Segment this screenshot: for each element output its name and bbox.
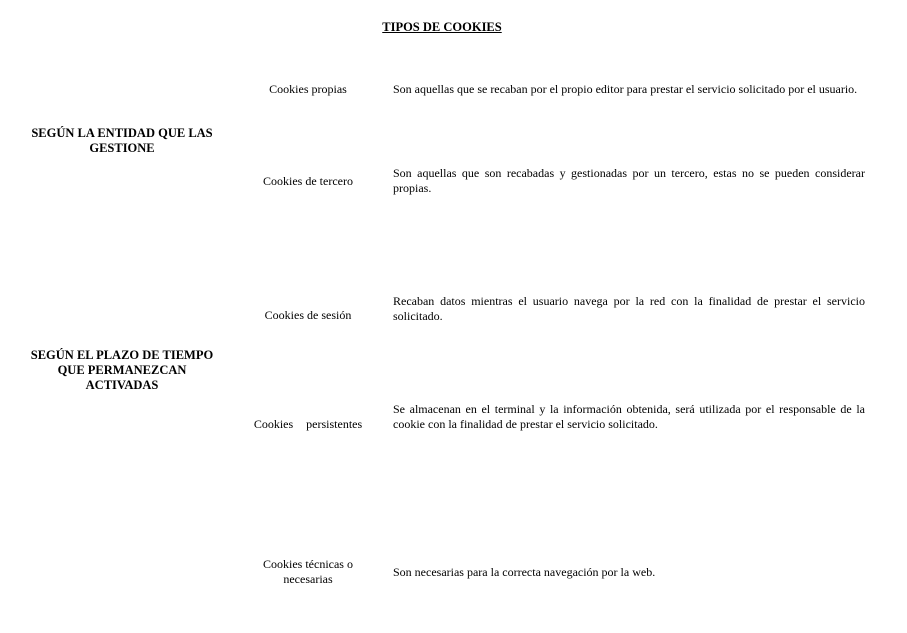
cookie-desc-persistent: Se almacenan en el terminal y la información obtenida, será utilizada por el responsable de la cookie con la finalidad de prestar el servicio solicitado. [393, 402, 865, 431]
page-title: TIPOS DE COOKIES [382, 20, 502, 34]
cookie-desc-technical: Son necesarias para la correcta navegación por la web. [393, 565, 656, 579]
cookie-type-own: Cookies propias [269, 82, 347, 96]
group-label-entity: SEGÚN LA ENTIDAD QUE LAS GESTIONE [31, 126, 213, 155]
cookie-type-technical: Cookies técnicas o necesarias [263, 557, 353, 586]
cookie-desc-third-party: Son aquellas que son recabadas y gestionadas por un tercero, estas no se pueden considerar propias. [393, 166, 865, 195]
group-label-duration: SEGÚN EL PLAZO DE TIEMPO QUE PERMANEZCAN ACTIVADAS [30, 348, 214, 392]
cookie-type-third-party: Cookies de tercero [263, 174, 353, 188]
cookie-type-persistent: Cookies persistentes [253, 417, 363, 431]
cookie-desc-session: Recaban datos mientras el usuario navega por la red con la finalidad de prestar el servicio solicitado. [393, 294, 865, 323]
cookie-type-session: Cookies de sesión [264, 308, 352, 322]
cookie-desc-own: Son aquellas que se recaban por el propio editor para prestar el servicio solicitado por el usuario. [393, 82, 858, 96]
